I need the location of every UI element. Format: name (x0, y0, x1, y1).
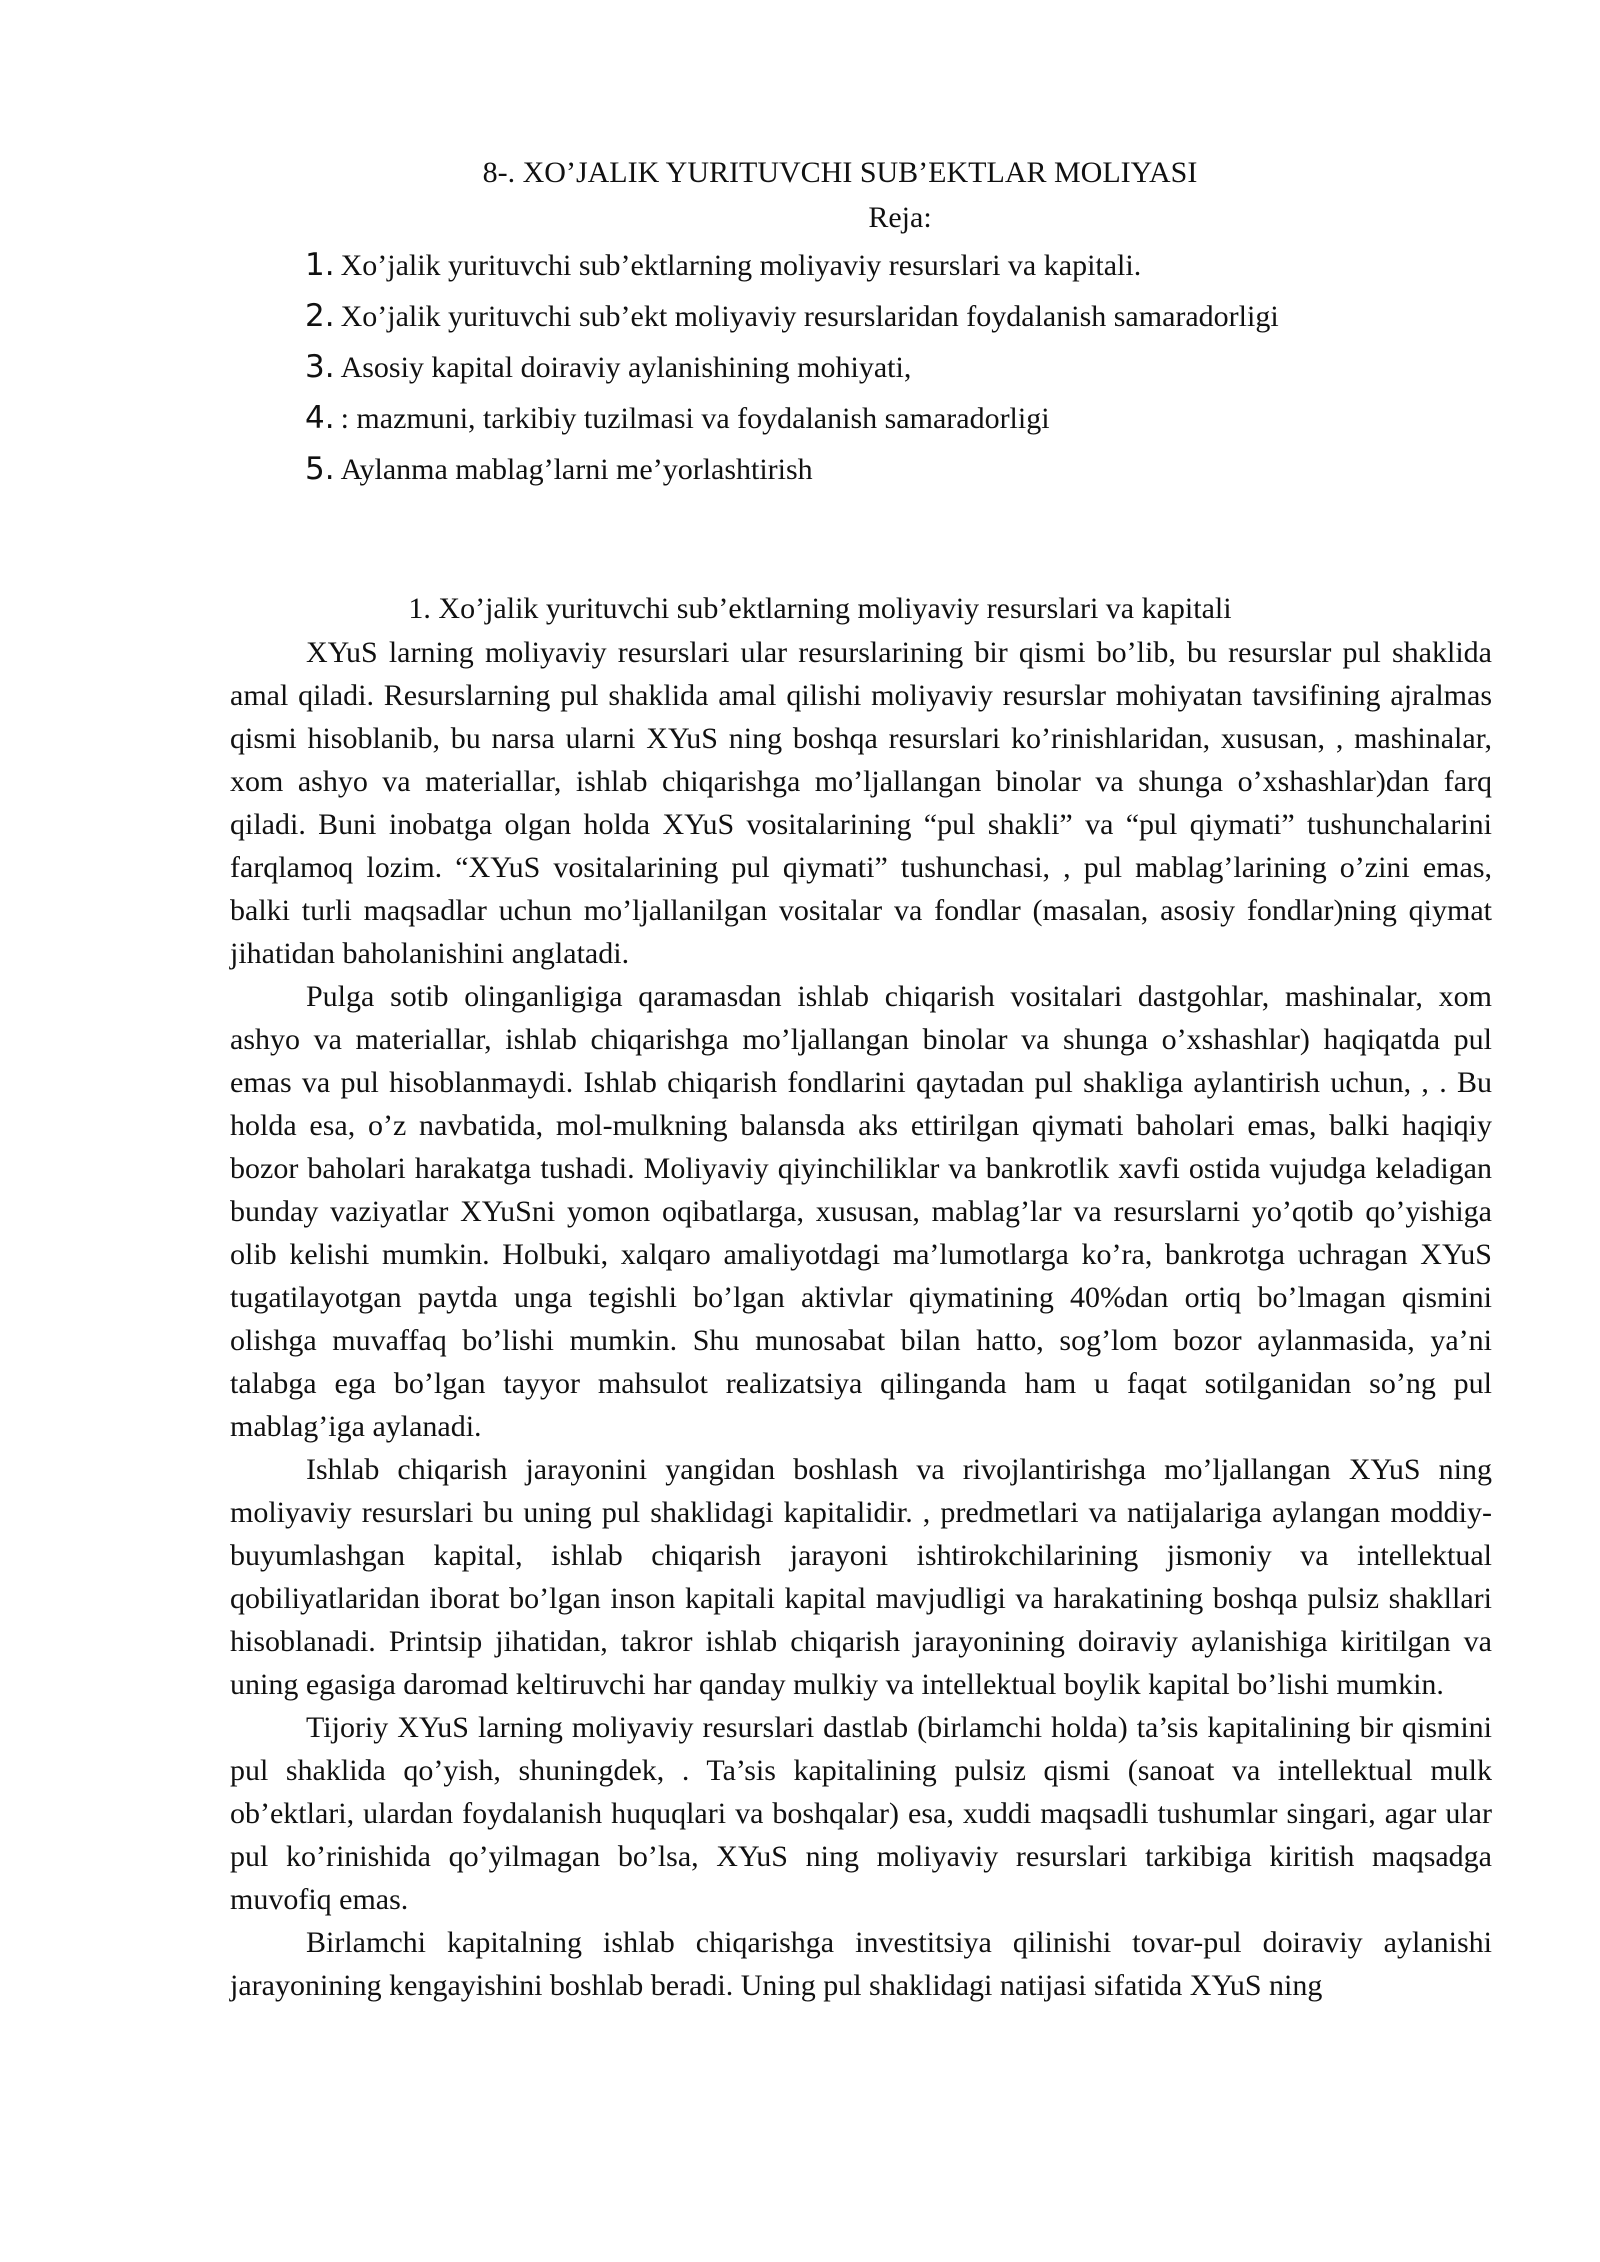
paragraph: Ishlab chiqarish jarayonini yangidan boshlash va rivojlantirishga mo’ljallangan XYuS ning moliyaviy resurslari bu uning pul shaklidagi kapitalidir. , predmetlari va natijalariga aylangan moddiy-buyumlashgan kapital, ishlab chiqarish jarayoni ishtirokchilarining jismoniy va intellektual qobiliyatlaridan iborat bo’lgan inson kapitali kapital mavjudligi va harakatining boshqa pulsiz shakllari hisoblanadi. Printsip jihatidan, takror ishlab chiqarish jarayonining doiraviy aylanishiga kiritilgan va uning egasiga daromad keltiruvchi har qanday mulkiy va intellektual boylik kapital bo’lishi mumkin. (230, 1453, 1492, 1701)
plan-item (305, 342, 1505, 393)
plan-item-text: Xo’jalik yurituvchi sub’ektlarning moliyaviy resurslari va kapitali. (340, 249, 1142, 282)
paragraph: Pulga sotib olinganligiga qaramasdan ishlab chiqarish vositalari dastgohlar, mashinalar, xom ashyo va materiallar, ishlab chiqarishga mo’ljallangan binolar va shunga o’xshashlar) haqiqatda pul emas va pul hisoblanmaydi. Ishlab chiqarish fondlarini qaytadan pul shakliga aylantirish uchun, , . Bu holda esa, o’z navbatida, mol-mulkning balansda aks ettirilgan qiymati baholari emas, balki haqiqiy bozor baholari harakatga tushadi. Moliyaviy qiyinchiliklar va bankrotlik xavfi ostida vujudga keladigan bunday vaziyatlar XYuSni yomon oqibatlarga, xususan, mablag’lar va resurslarni yo’qotib qo’yishiga olib kelishi mumkin. Holbuki, xalqaro amaliyotdagi ma’lumotlarga ko’ra, bankrotga uchragan XYuS tugatilayotgan paytda unga tegishli bo’lgan aktivlar qiymatining 40%dan ortiq bo’lmagan qismini olishga muvaffaq bo’lishi mumkin. Shu munosabat bilan hatto, sog’lom bozor aylanmasida, ya’ni talabga ega bo’lgan tayyor mahsulot realizatsiya qilinganda ham u faqat sotilganidan so’ng pul mablag’iga aylanadi. (230, 980, 1492, 1443)
plan-item-text: Xo’jalik yurituvchi sub’ekt moliyaviy resurslaridan foydalanish samaradorligi (340, 300, 1279, 333)
paragraph: Birlamchi kapitalning ishlab chiqarishga investitsiya qilinishi tovar-pul doiraviy aylanishi jarayonining kengayishini boshlab beradi. Uning pul shaklidagi natijasi sifatida XYuS ning (230, 1926, 1492, 2002)
plan-item (305, 291, 1505, 342)
body-text (230, 631, 1492, 2007)
plan-item-number: 3. (305, 349, 335, 385)
plan-item-number: 4. (305, 400, 335, 436)
plan-list (305, 240, 1505, 495)
paragraph: Tijoriy XYuS larning moliyaviy resurslari dastlab (birlamchi holda) ta’sis kapitalining bir qismini pul shaklida qo’yish, shuningdek, . Ta’sis kapitalining pulsiz qismi (sanoat va intellektual mulk ob’ektlari, ulardan foydalanish huquqlari va boshqalar) esa, xuddi maqsadli tushumlar singari, agar ular pul ko’rinishida qo’yilmagan bo’lsa, XYuS ning moliyaviy resurslari tarkibiga kiritish maqsadga muvofiq emas. (230, 1711, 1492, 1916)
plan-item-number: 5. (305, 451, 335, 487)
plan-label: Reja: (868, 201, 932, 234)
plan-item (305, 393, 1505, 444)
plan-item-number: 1. (305, 247, 335, 283)
plan-item-text: : mazmuni, tarkibiy tuzilmasi va foydalanish samaradorligi (340, 402, 1050, 435)
paragraph: XYuS larning moliyaviy resurslari ular resurslarining bir qismi bo’lib, bu resurslar pul shaklida amal qiladi. Resurslarning pul shaklida amal qilishi moliyaviy resurslar mohiyatan tavsifining ajralmas qismi hisoblanib, bu narsa ularni XYuS ning boshqa resurslari ko’rinishlaridan, xususan, , mashinalar, xom ashyo va materiallar, ishlab chiqarishga mo’ljallangan binolar va shunga o’xshashlar)dan farq qiladi. Buni inobatga olgan holda XYuS vositalarining “pul shakli” va “pul qiymati” tushunchalarini farqlamoq lozim. “XYuS vositalarining pul qiymati” tushunchasi, , pul mablag’larining o’zini emas, balki turli maqsadlar uchun mo’ljallanilgan vositalar va fondlar (masalan, asosiy fondlar)ning qiymat jihatidan baholanishini anglatadi. (230, 636, 1492, 970)
document-title: 8-. XO’JALIK YURITUVCHI SUB’EKTLAR MOLIYASI (482, 156, 1198, 189)
plan-item (305, 240, 1505, 291)
plan-item-number: 2. (305, 298, 335, 334)
plan-item-text: Aylanma mablag’larni me’yorlashtirish (340, 453, 813, 486)
section-heading: 1. Xo’jalik yurituvchi sub’ektlarning moliyaviy resurslari va kapitali (408, 592, 1232, 625)
plan-item-text: Asosiy kapital doiraviy aylanishining mohiyati, (340, 351, 912, 384)
plan-item (305, 444, 1505, 495)
